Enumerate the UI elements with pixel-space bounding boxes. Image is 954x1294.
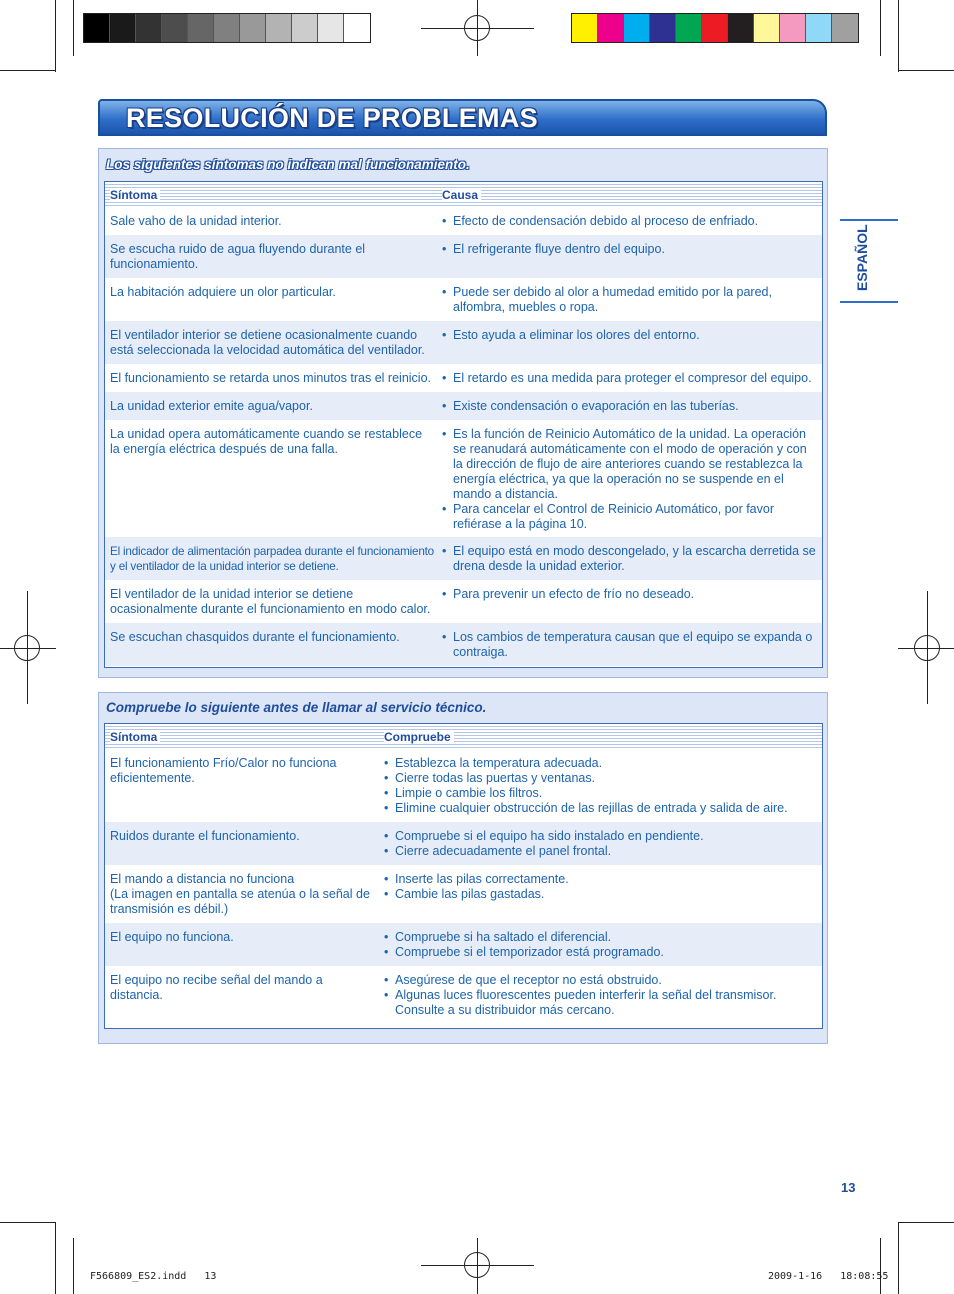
table-row bbox=[105, 623, 822, 666]
bullet-item: • Existe condensación o evaporación en las tuberías. bbox=[442, 399, 818, 414]
color-swatch bbox=[110, 14, 136, 42]
bullet-item: • Establezca la temperatura adecuada. bbox=[384, 756, 818, 771]
color-swatch bbox=[624, 14, 650, 42]
bullet-item: • Asegúrese de que el receptor no está obstruido. bbox=[384, 973, 818, 988]
cause-cell bbox=[442, 630, 818, 660]
table-row bbox=[105, 321, 822, 364]
table-row bbox=[105, 392, 822, 420]
color-swatch bbox=[214, 14, 240, 42]
symptom-cell: Se escucha ruido de agua fluyendo durante el funcionamiento. bbox=[110, 242, 366, 271]
section-heading: Compruebe lo siguiente antes de llamar al servicio técnico. bbox=[106, 700, 487, 715]
bullet-item: • Cierre todas las puertas y ventanas. bbox=[384, 771, 818, 786]
bullet-item: • Cierre adecuadamente el panel frontal. bbox=[384, 844, 818, 859]
footer-filename: F566809_ES2.indd 13 bbox=[90, 1271, 217, 1282]
cause-cell bbox=[384, 973, 818, 1018]
bullet-item: • Para prevenir un efecto de frío no deseado. bbox=[442, 587, 818, 602]
section-not-malfunction bbox=[98, 148, 828, 678]
table-row bbox=[105, 865, 822, 923]
column-header-symptom: Síntoma bbox=[110, 730, 160, 744]
table-row bbox=[105, 749, 822, 822]
bullet-item: • El refrigerante fluye dentro del equipo. bbox=[442, 242, 818, 257]
table-row bbox=[105, 235, 822, 278]
section-heading: Los siguientes síntomas no indican mal funcionamiento. bbox=[106, 157, 470, 172]
color-swatch bbox=[572, 14, 598, 42]
symptom-cell: El mando a distancia no funciona (La imagen en pantalla se atenúa o la señal de transmisión es débil.) bbox=[110, 872, 370, 916]
bullet-item: • Elimine cualquier obstrucción de las rejillas de entrada y salida de aire. bbox=[384, 801, 818, 816]
table-row bbox=[105, 537, 822, 580]
color-calibration-bar bbox=[571, 13, 859, 43]
bullet-item: • Limpie o cambie los filtros. bbox=[384, 786, 818, 801]
symptom-cell: El equipo no funciona. bbox=[110, 930, 234, 944]
cause-cell bbox=[442, 587, 818, 602]
column-header-symptom: Síntoma bbox=[110, 188, 160, 202]
column-header-cause: Causa bbox=[442, 188, 481, 202]
bullet-item: • Esto ayuda a eliminar los olores del entorno. bbox=[442, 328, 818, 343]
symptom-cell: El ventilador de la unidad interior se detiene ocasionalmente durante el funcionamiento en modo calor. bbox=[110, 587, 431, 616]
color-swatch bbox=[650, 14, 676, 42]
color-swatch bbox=[292, 14, 318, 42]
color-swatch bbox=[832, 14, 858, 42]
symptom-cause-table bbox=[104, 181, 823, 668]
cause-cell bbox=[384, 756, 818, 816]
symptom-cell: El funcionamiento se retarda unos minutos tras el reinicio. bbox=[110, 371, 431, 385]
bullet-item: • Compruebe si el temporizador está programado. bbox=[384, 945, 818, 960]
bullet-item: • Inserte las pilas correctamente. bbox=[384, 872, 818, 887]
table-row bbox=[105, 822, 822, 865]
column-header-check: Compruebe bbox=[384, 730, 454, 744]
table-row bbox=[105, 966, 822, 1024]
cause-cell bbox=[384, 872, 818, 902]
table-row bbox=[105, 364, 822, 392]
bullet-item: • Puede ser debido al olor a humedad emitido por la pared, alfombra, muebles o ropa. bbox=[442, 285, 818, 315]
color-swatch bbox=[806, 14, 832, 42]
title-banner bbox=[98, 99, 827, 136]
table-row bbox=[105, 923, 822, 966]
footer-timestamp: 2009-1-16 18:08:55 bbox=[768, 1271, 889, 1282]
symptom-cell: Ruidos durante el funcionamiento. bbox=[110, 829, 300, 843]
cause-cell bbox=[442, 214, 818, 229]
color-swatch bbox=[344, 14, 370, 42]
symptom-cell: El funcionamiento Frío/Calor no funciona eficientemente. bbox=[110, 756, 337, 785]
color-swatch bbox=[318, 14, 344, 42]
table-header bbox=[105, 182, 822, 207]
symptom-check-table bbox=[104, 723, 823, 1029]
table-row bbox=[105, 278, 822, 321]
cause-cell bbox=[442, 328, 818, 343]
symptom-cell: El indicador de alimentación parpadea durante el funcionamiento y el ventilador de la unidad interior se detiene. bbox=[110, 545, 434, 573]
cause-cell bbox=[442, 544, 818, 574]
symptom-cell: Se escuchan chasquidos durante el funcionamiento. bbox=[110, 630, 400, 644]
symptom-cell: El ventilador interior se detiene ocasionalmente cuando está seleccionada la velocidad automática del ventilador. bbox=[110, 328, 425, 357]
color-swatch bbox=[676, 14, 702, 42]
cause-cell bbox=[442, 285, 818, 315]
section-check-before-service bbox=[98, 692, 828, 1044]
symptom-cell: La unidad exterior emite agua/vapor. bbox=[110, 399, 313, 413]
color-swatch bbox=[754, 14, 780, 42]
bullet-item: • Es la función de Reinicio Automático de la unidad. La operación se reanudará automáticamente con el modo de operación y con la dirección de flujo de aire anteriores cuando se restablezca la energía eléctrica, ya que la operación no se suspende en el mando a distancia. bbox=[442, 427, 818, 502]
color-swatch bbox=[240, 14, 266, 42]
table-row bbox=[105, 420, 822, 537]
symptom-cell: El equipo no recibe señal del mando a distancia. bbox=[110, 973, 323, 1002]
page-title: RESOLUCIÓN DE PROBLEMAS bbox=[126, 103, 538, 133]
symptom-cell: La unidad opera automáticamente cuando se restablece la energía eléctrica después de una falla. bbox=[110, 427, 423, 456]
bullet-item: • El retardo es una medida para proteger el compresor del equipo. bbox=[442, 371, 818, 386]
table-header bbox=[105, 724, 822, 749]
color-swatch bbox=[188, 14, 214, 42]
bullet-item: • Compruebe si el equipo ha sido instalado en pendiente. bbox=[384, 829, 818, 844]
table-row bbox=[105, 580, 822, 623]
cause-cell bbox=[384, 829, 818, 859]
color-swatch bbox=[702, 14, 728, 42]
color-swatch bbox=[598, 14, 624, 42]
cause-cell bbox=[442, 371, 818, 386]
symptom-cell: Sale vaho de la unidad interior. bbox=[110, 214, 282, 228]
grayscale-calibration-bar bbox=[83, 13, 371, 43]
language-tab-label: ESPAÑOL bbox=[854, 224, 870, 291]
language-tab bbox=[840, 219, 898, 303]
color-swatch bbox=[266, 14, 292, 42]
cause-cell bbox=[442, 427, 818, 532]
cause-cell bbox=[442, 399, 818, 414]
color-swatch bbox=[162, 14, 188, 42]
bullet-item: • Para cancelar el Control de Reinicio Automático, por favor refiérase a la página 10. bbox=[442, 502, 818, 532]
bullet-item: • Efecto de condensación debido al proceso de enfriado. bbox=[442, 214, 818, 229]
table-row bbox=[105, 207, 822, 235]
color-swatch bbox=[780, 14, 806, 42]
page-number: 13 bbox=[841, 1180, 856, 1195]
symptom-cell: La habitación adquiere un olor particular. bbox=[110, 285, 336, 299]
bullet-item: • Los cambios de temperatura causan que el equipo se expanda o contraiga. bbox=[442, 630, 818, 660]
bullet-item: • Cambie las pilas gastadas. bbox=[384, 887, 818, 902]
cause-cell bbox=[442, 242, 818, 257]
bullet-item: • Compruebe si ha saltado el diferencial. bbox=[384, 930, 818, 945]
bullet-item: • El equipo está en modo descongelado, y la escarcha derretida se drena desde la unidad exterior. bbox=[442, 544, 818, 574]
color-swatch bbox=[136, 14, 162, 42]
cause-cell bbox=[384, 930, 818, 960]
color-swatch bbox=[84, 14, 110, 42]
color-swatch bbox=[728, 14, 754, 42]
bullet-item: • Algunas luces fluorescentes pueden interferir la señal del transmisor. Consulte a su distribuidor más cercano. bbox=[384, 988, 818, 1018]
